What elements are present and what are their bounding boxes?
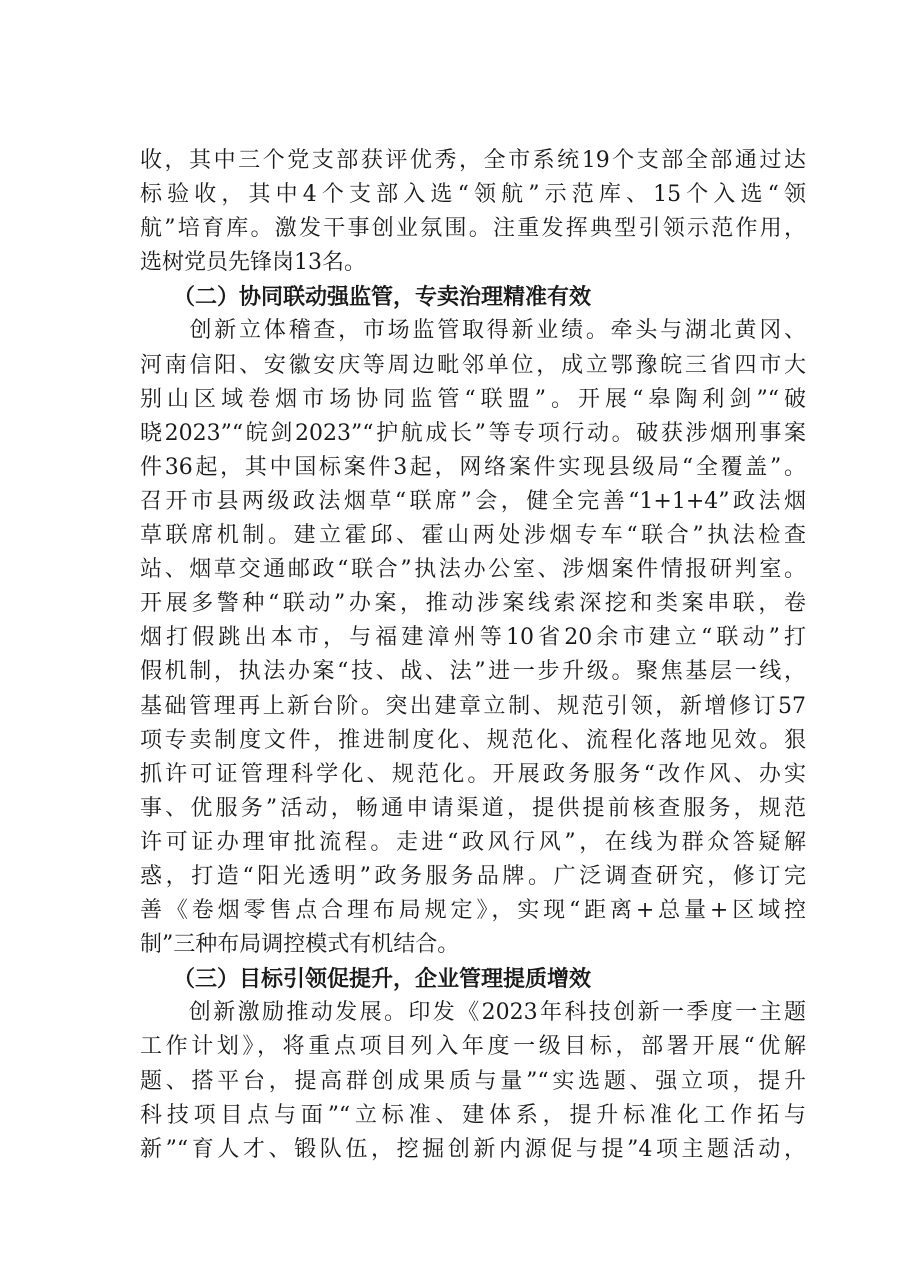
paragraph-line: 题、搭平台，提高群创成果质与量”“实选题、强立项，提升 (140, 1068, 806, 1094)
paragraph-line: 假机制，执法办案“技、战、法”进一步升级。聚焦基层一线， (140, 659, 806, 685)
paragraph-line: 基础管理再上新台阶。突出建章立制、规范引领，新增修订57 (140, 693, 806, 719)
paragraph-line-last: 选树党员先锋岗13名。 (140, 250, 366, 276)
paragraph-line: 河南信阳、安徽安庆等周边毗邻单位，成立鄂豫皖三省四市大 (140, 352, 806, 378)
paragraph-line: 召开市县两级政法烟草“联席”会，健全完善“1+1+4”政法烟 (140, 488, 806, 514)
paragraph-line: 草联席机制。建立霍邱、霍山两处涉烟专车“联合”执法检查 (140, 523, 806, 549)
paragraph-line: 件36起，其中国标案件3起，网络案件实现县级局“全覆盖”。 (140, 454, 806, 480)
paragraph-line: 工作计划》，将重点项目列入年度一级目标，部署开展“优解 (140, 1034, 806, 1060)
paragraph-line: 抓许可证管理科学化、规范化。开展政务服务“改作风、办实 (140, 761, 806, 787)
paragraph-line: 晓2023”“皖剑2023”“护航成长”等专项行动。破获涉烟刑事案 (140, 420, 806, 446)
paragraph-line: 善《卷烟零售点合理布局规定》，实现“距离+总量+区域控 (140, 898, 806, 924)
paragraph-line: 别山区域卷烟市场协同监管“联盟”。开展“皋陶利剑”“破 (140, 386, 806, 412)
paragraph-line: 事、优服务”活动，畅通申请渠道，提供提前核查服务，规范 (140, 795, 806, 821)
paragraph-line: 烟打假跳出本市，与福建漳州等10省20余市建立“联动”打 (140, 625, 806, 651)
paragraph-line: 惑，打造“阳光透明”政务服务品牌。广泛调查研究，修订完 (140, 863, 806, 889)
section-heading: （二）协同联动强监管，专卖治理精准有效 (140, 284, 592, 311)
paragraph-line: 航”培育库。激发干事创业氛围。注重发挥典型引领示范作用， (140, 216, 806, 242)
paragraph-line: 新”“育人才、锻队伍，挖掘创新内源促与提”4项主题活动， (140, 1136, 806, 1162)
paragraph-line: 开展多警种“联动”办案，推动涉案线索深挖和类案串联，卷 (140, 591, 806, 617)
paragraph-line: 科技项目点与面”“立标准、建体系，提升标准化工作拓与 (140, 1102, 806, 1128)
paragraph-line: 创新立体稽查，市场监管取得新业绩。牵头与湖北黄冈、 (140, 318, 806, 344)
paragraph-line: 项专卖制度文件，推进制度化、规范化、流程化落地见效。狠 (140, 727, 806, 753)
paragraph-line: 许可证办理审批流程。走进“政风行风”，在线为群众答疑解 (140, 829, 806, 855)
paragraph-line-last: 制”三种布局调控模式有机结合。 (140, 932, 460, 958)
section-heading: （三）目标引领促提升，企业管理提质增效 (140, 966, 592, 993)
paragraph-line: 站、烟草交通邮政“联合”执法办公室、涉烟案件情报研判室。 (140, 557, 806, 583)
paragraph-line: 标验收，其中4个支部入选“领航”示范库、15个入选“领 (140, 182, 806, 208)
document-body (140, 144, 806, 1167)
paragraph-line: 收，其中三个党支部获评优秀，全市系统19个支部全部通过达 (140, 148, 806, 173)
paragraph-line: 创新激励推动发展。印发《2023年科技创新一季度一主题 (140, 1000, 806, 1026)
